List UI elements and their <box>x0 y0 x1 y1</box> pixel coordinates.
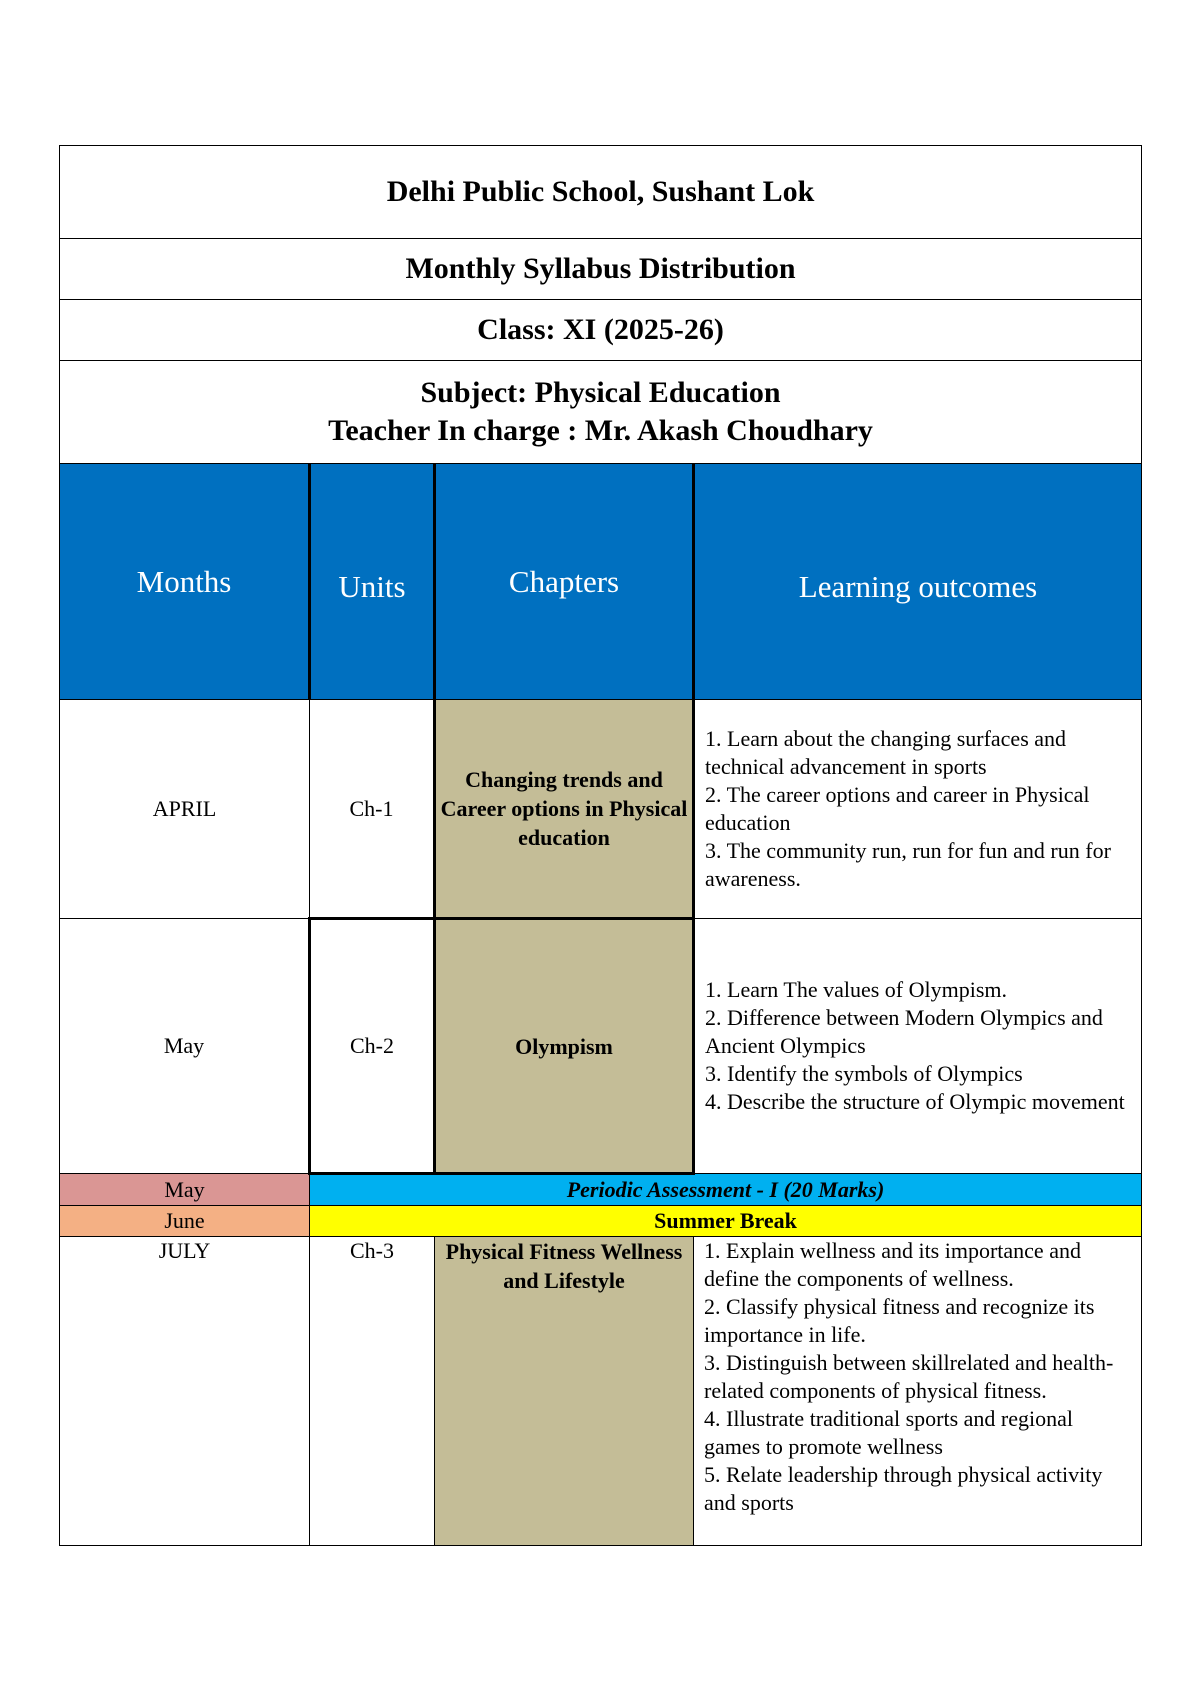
outcomes-cell <box>694 919 1142 1174</box>
outcome-item: 5. Relate leadership through physical activity and sports <box>704 1462 1103 1515</box>
outcomes-cell <box>694 1237 1142 1546</box>
document-title: Monthly Syllabus Distribution <box>60 239 1142 300</box>
subject-row <box>60 361 1142 464</box>
class-row <box>60 300 1142 361</box>
month-cell: APRIL <box>60 700 310 919</box>
outcome-item: 2. The career options and career in Physical education <box>705 782 1090 835</box>
outcome-item: 1. Learn about the changing surfaces and technical advancement in sports <box>705 726 1067 779</box>
outcomes-cell <box>694 700 1142 919</box>
outcome-item: 3. The community run, run for fun and run for awareness. <box>705 838 1111 891</box>
unit-cell: Ch-1 <box>310 700 435 919</box>
outcome-item: 1. Explain wellness and its importance and define the components of wellness. <box>704 1238 1081 1291</box>
assessment-month-cell: May <box>60 1174 310 1206</box>
break-band-row <box>60 1206 1142 1237</box>
assessment-band-row <box>60 1174 1142 1206</box>
outcome-item: 2. Classify physical fitness and recognize its importance in life. <box>704 1294 1095 1347</box>
month-cell: May <box>60 919 310 1174</box>
outcome-item: 3. Distinguish between skillrelated and health-related components of physical fitness. <box>704 1350 1114 1403</box>
syllabus-table <box>59 145 1142 1546</box>
column-header-outcomes: Learning outcomes <box>694 464 1142 700</box>
school-row <box>60 146 1142 239</box>
outcome-item: 4. Describe the structure of Olympic movement <box>705 1089 1125 1114</box>
subject-teacher-cell <box>60 361 1142 464</box>
column-header-units: Units <box>310 464 435 700</box>
chapter-cell: Physical Fitness Wellness and Lifestyle <box>435 1237 694 1546</box>
outcome-item: 3. Identify the symbols of Olympics <box>705 1061 1023 1086</box>
class-line: Class: XI (2025-26) <box>60 300 1142 361</box>
school-name: Delhi Public School, Sushant Lok <box>60 146 1142 239</box>
chapter-cell: Olympism <box>435 919 694 1174</box>
table-row <box>60 700 1142 919</box>
document-title-row <box>60 239 1142 300</box>
table-row <box>60 919 1142 1174</box>
month-cell: JULY <box>60 1237 310 1546</box>
outcome-item: 2. Difference between Modern Olympics and Ancient Olympics <box>705 1005 1103 1058</box>
break-label: Summer Break <box>310 1206 1142 1237</box>
outcome-item: 4. Illustrate traditional sports and regional games to promote wellness <box>704 1406 1074 1459</box>
unit-cell: Ch-2 <box>310 919 435 1174</box>
outcome-item: 1. Learn The values of Olympism. <box>705 977 1008 1002</box>
subject-line: Subject: Physical Education <box>420 376 781 409</box>
column-header-row <box>60 464 1142 700</box>
column-header-months: Months <box>60 464 310 700</box>
break-month-cell: June <box>60 1206 310 1237</box>
unit-cell: Ch-3 <box>310 1237 435 1546</box>
syllabus-sheet <box>59 145 1141 1546</box>
table-row <box>60 1237 1142 1546</box>
teacher-line: Teacher In charge : Mr. Akash Choudhary <box>328 414 873 447</box>
chapter-cell: Changing trends and Career options in Physical education <box>435 700 694 919</box>
assessment-label: Periodic Assessment - I (20 Marks) <box>310 1174 1142 1206</box>
column-header-chapters: Chapters <box>435 464 694 700</box>
